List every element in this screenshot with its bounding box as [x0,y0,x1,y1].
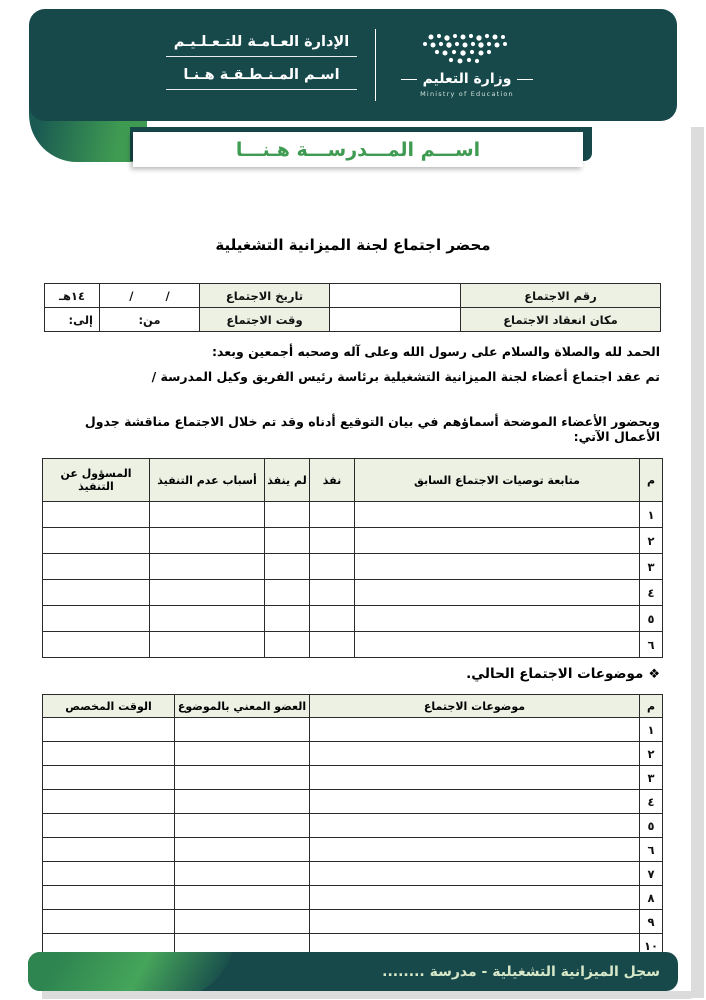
page-shadow-bottom [42,991,691,999]
admin-title: الإدارة العـامـة للتـعـلـيـم [173,34,350,50]
responsible-field[interactable] [43,580,150,606]
reasons-field[interactable] [150,632,265,658]
table-row [43,790,663,814]
meeting-time-label: وقت الاجتماع [200,308,330,332]
ministry-logo-dots-icon [407,32,527,68]
row-number-cell: ٤ [640,790,663,814]
header-cell-non-execution-reasons: أسباب عدم التنفيذ [150,459,265,502]
recommendation-field[interactable] [355,502,640,528]
header-banner [29,9,677,121]
responsible-field[interactable] [43,502,150,528]
table-row [45,308,661,332]
table-row [43,742,663,766]
topic-field[interactable] [310,718,640,742]
topics-section-heading [466,666,660,682]
row-number-cell: ٢ [640,528,663,554]
member-field[interactable] [175,814,310,838]
row-number-cell: ٩ [640,910,663,934]
time-field[interactable] [43,742,175,766]
meeting-date-field[interactable]: / / [100,284,200,308]
reasons-field[interactable] [150,528,265,554]
not-executed-field[interactable] [265,554,310,580]
topic-field[interactable] [310,886,640,910]
not-executed-field[interactable] [265,632,310,658]
header-cell-number: م [640,459,663,502]
not-executed-field[interactable] [265,528,310,554]
time-field[interactable] [43,814,175,838]
followup-table [42,458,663,658]
executed-field[interactable] [310,632,355,658]
reasons-field[interactable] [150,554,265,580]
region-name: اسـم المـنـطـقـة هـنـا [183,67,340,83]
executed-field[interactable] [310,606,355,632]
member-field[interactable] [175,766,310,790]
meeting-info-table [44,283,661,332]
row-number-cell: ٥ [640,814,663,838]
row-number-cell: ١ [640,718,663,742]
time-field[interactable] [43,838,175,862]
row-number-cell: ٦ [640,632,663,658]
header-cell-meeting-topics: موضوعات الاجتماع [310,695,640,718]
topic-field[interactable] [310,814,640,838]
reasons-field[interactable] [150,580,265,606]
meeting-place-label: مكان انعقاد الاجتماع [461,308,661,332]
row-number-cell: ١ [640,502,663,528]
meeting-number-field[interactable] [330,284,461,308]
header-cell-allocated-time: الوقت المخصص [43,695,175,718]
header-cell-concerned-member: العضو المعني بالموضوع [175,695,310,718]
org-text-block [164,32,359,98]
executed-field[interactable] [310,554,355,580]
table-row [43,814,663,838]
recommendation-field[interactable] [355,632,640,658]
region-name-underline [166,89,357,90]
row-number-cell: ٢ [640,742,663,766]
not-executed-field[interactable] [265,606,310,632]
member-field[interactable] [175,742,310,766]
time-field[interactable] [43,790,175,814]
header-cell-not-executed: لم ينفذ [265,459,310,502]
reasons-field[interactable] [150,606,265,632]
not-executed-field[interactable] [265,502,310,528]
header-cell-executed: نفذ [310,459,355,502]
row-number-cell: ١٠ [640,934,663,958]
footer-text: سجل الميزانية التشغيلية - مدرسة ........ [382,963,660,980]
responsible-field[interactable] [43,606,150,632]
table-row [43,580,663,606]
row-number-cell: ٣ [640,766,663,790]
not-executed-field[interactable] [265,580,310,606]
table-row [43,554,663,580]
table-row [43,886,663,910]
row-number-cell: ٦ [640,838,663,862]
member-field[interactable] [175,910,310,934]
header-cell-previous-recommendations: متابعة توصيات الاجتماع السابق [355,459,640,502]
member-field[interactable] [175,862,310,886]
topic-field[interactable] [310,790,640,814]
member-field[interactable] [175,886,310,910]
time-from-field[interactable]: من: [100,308,200,332]
row-number-cell: ٥ [640,606,663,632]
table-row [43,838,663,862]
row-number-cell: ٧ [640,862,663,886]
responsible-field[interactable] [43,528,150,554]
table-row [43,766,663,790]
footer-swoosh-decoration [28,952,234,991]
table-header-row [43,459,663,502]
executed-field[interactable] [310,528,355,554]
time-to-field[interactable]: إلى: [45,308,100,332]
table-row [43,502,663,528]
table-row [43,862,663,886]
topics-section-label: موضوعات الاجتماع الحالي. [466,666,644,682]
intro-paragraph-basmala: الحمد لله والصلاة والسلام على رسول الله وعلى آله وصحبه أجمعين وبعد: [212,344,660,359]
row-number-cell: ٤ [640,580,663,606]
member-field[interactable] [175,718,310,742]
header-content [29,9,677,121]
footer-bar [28,952,678,991]
intro-paragraph-meeting-held: تم عقد اجتماع أعضاء لجنة الميزانية التشغيلية برئاسة رئيس الفريق وكيل المدرسة / [151,369,660,384]
table-header-row [43,695,663,718]
ministry-name-arabic: وزارة التعليم [401,71,534,87]
meeting-date-label: تاريخ الاجتماع [200,284,330,308]
time-field[interactable] [43,886,175,910]
header-cell-responsible: المسؤول عن التنفيذ [43,459,150,502]
topic-field[interactable] [310,910,640,934]
time-field[interactable] [43,718,175,742]
table-row [43,606,663,632]
recommendation-field[interactable] [355,606,640,632]
recommendation-field[interactable] [355,528,640,554]
school-name-banner: اســـم المـــدرســـة هـنـــا [133,132,583,167]
executed-field[interactable] [310,580,355,606]
row-number-cell: ٣ [640,554,663,580]
header-divider-line [375,29,376,101]
document-title: محضر اجتماع لجنة الميزانية التشغيلية [215,236,491,254]
header-cell-number: م [640,695,663,718]
member-field[interactable] [175,838,310,862]
ministry-name-english: Ministry of Education [420,90,514,98]
table-row [45,284,661,308]
time-field[interactable] [43,910,175,934]
topic-field[interactable] [310,838,640,862]
meeting-place-field[interactable] [330,308,461,332]
topics-table [42,694,663,958]
time-field[interactable] [43,766,175,790]
reasons-field[interactable] [150,502,265,528]
table-row [43,718,663,742]
meeting-number-label: رقم الاجتماع [461,284,661,308]
topic-field[interactable] [310,742,640,766]
row-number-cell: ٨ [640,886,663,910]
table-row [43,910,663,934]
executed-field[interactable] [310,502,355,528]
page-shadow-right [691,127,704,998]
intro-paragraph-attendees: وبحضور الأعضاء الموضحة أسماؤهم في بيان التوقيع أدناه وقد تم خلال الاجتماع مناقشة جدول الأعمال الآتي: [84,414,660,444]
recommendation-field[interactable] [355,554,640,580]
recommendation-field[interactable] [355,580,640,606]
hijri-year-field[interactable]: ١٤هـ [45,284,100,308]
topic-field[interactable] [310,766,640,790]
responsible-field[interactable] [43,554,150,580]
time-field[interactable] [43,862,175,886]
diamond-bullet-icon: ❖ [648,667,660,682]
table-row [43,528,663,554]
table-row [43,632,663,658]
responsible-field[interactable] [43,632,150,658]
ministry-logo [392,32,542,98]
topic-field[interactable] [310,862,640,886]
member-field[interactable] [175,790,310,814]
admin-title-underline [166,56,357,57]
